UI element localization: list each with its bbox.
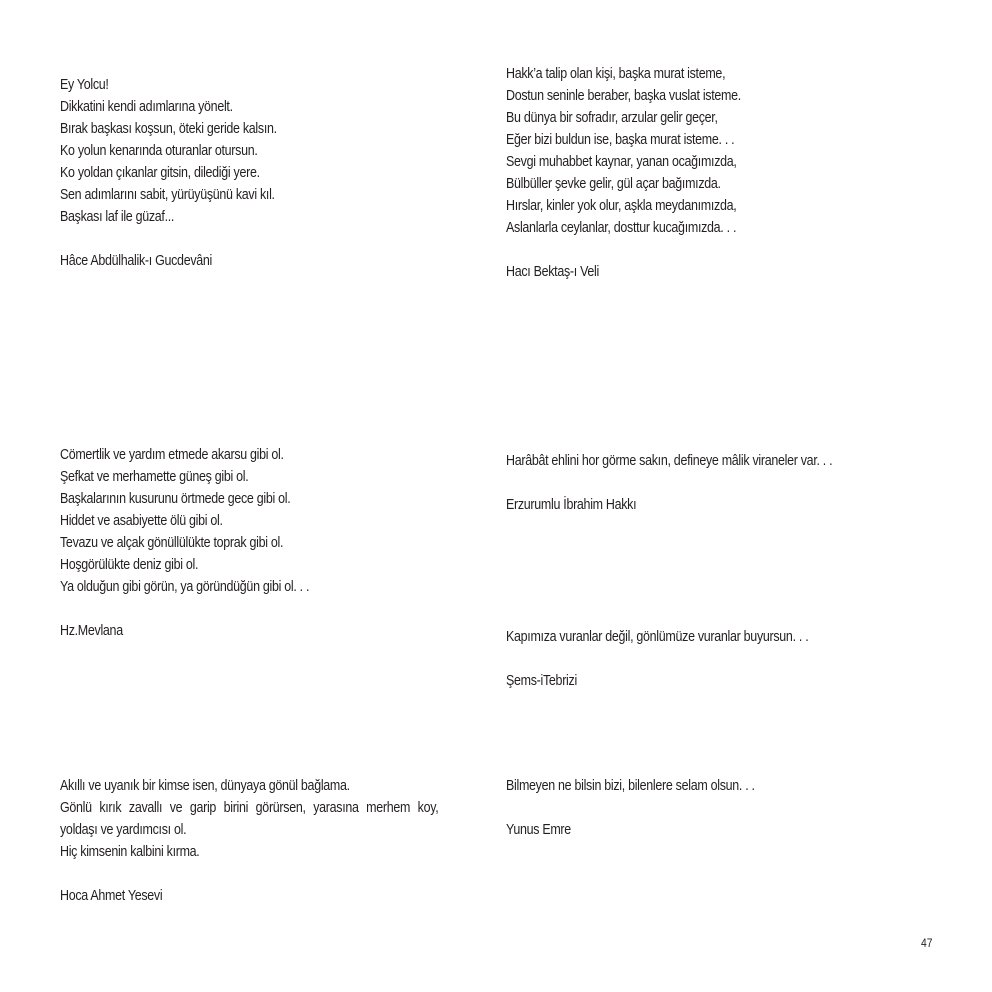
quote-yunus-emre xyxy=(506,775,755,841)
quote-sems-tebrizi xyxy=(506,626,808,692)
quote-ahmet-yesevi xyxy=(60,775,438,907)
quote-haci-bektas-veli xyxy=(506,63,741,283)
quote-line: Bu dünya bir sofradır, arzular gelir geçer, xyxy=(506,110,718,126)
quote-ibrahim-hakki xyxy=(506,450,832,516)
quote-line: Şefkat ve merhamette güneş gibi ol. xyxy=(60,469,249,485)
quote-abdulhalik-gucdevani xyxy=(60,74,277,272)
quote-line: Hiddet ve asabiyette ölü gibi ol. xyxy=(60,513,223,529)
quote-line: Sen adımlarını sabit, yürüyüşünü kavi kıl. xyxy=(60,187,275,203)
quote-mevlana xyxy=(60,444,309,642)
quote-author: Hacı Bektaş-ı Veli xyxy=(506,264,600,280)
quote-line: Bilmeyen ne bilsin bizi, bilenlere selam olsun. . . xyxy=(506,778,755,794)
quote-line: Dostun seninle beraber, başka vuslat isteme. xyxy=(506,88,741,104)
quote-line: Bırak başkası koşsun, öteki geride kalsın. xyxy=(60,121,277,137)
quote-line: Ey Yolcu! xyxy=(60,77,109,93)
quote-author: Hoca Ahmet Yesevi xyxy=(60,888,163,904)
quote-line: Ko yoldan çıkanlar gitsin, dilediği yere. xyxy=(60,165,260,181)
quote-line: Kapımıza vuranlar değil, gönlümüze vuranlar buyursun. . . xyxy=(506,629,809,645)
quote-author: Şems-iTebrizi xyxy=(506,673,577,689)
quote-line: Hiç kimsenin kalbini kırma. xyxy=(60,844,200,860)
quote-line: Hırslar, kinler yok olur, aşkla meydanımızda, xyxy=(506,198,737,214)
quote-line: Dikkatini kendi adımlarına yönelt. xyxy=(60,99,233,115)
quote-line: Hakk’a talip olan kişi, başka murat isteme, xyxy=(506,66,726,82)
quote-line: Tevazu ve alçak gönüllülükte toprak gibi ol. xyxy=(60,535,284,551)
quote-line: Başkası laf ile güzaf... xyxy=(60,209,175,225)
quote-line: yoldaşı ve yardımcısı ol. xyxy=(60,822,187,838)
quote-line: Başkalarının kusurunu örtmede gece gibi ol. xyxy=(60,491,291,507)
quote-line: Cömertlik ve yardım etmede akarsu gibi ol. xyxy=(60,447,284,463)
page-number: 47 xyxy=(921,936,933,950)
quote-line: Gönlü kırık zavallı ve garip birini görürsen, yarasına merhem koy, xyxy=(60,800,439,816)
quote-line: Ya olduğun gibi görün, ya göründüğün gibi ol. . . xyxy=(60,579,310,595)
quote-line: Eğer bizi buldun ise, başka murat isteme. . . xyxy=(506,132,735,148)
quote-line: Hoşgörülükte deniz gibi ol. xyxy=(60,557,199,573)
quote-line: Ko yolun kenarında oturanlar otursun. xyxy=(60,143,258,159)
quote-line: Aslanlarla ceylanlar, dosttur kucağımızda. . . xyxy=(506,220,737,236)
quote-author: Erzurumlu İbrahim Hakkı xyxy=(506,497,637,513)
quote-line: Akıllı ve uyanık bir kimse isen, dünyaya gönül bağlama. xyxy=(60,778,350,794)
quote-author: Hz.Mevlana xyxy=(60,623,123,639)
quote-line: Harâbât ehlini hor görme sakın, defineye mâlik viraneler var. . . xyxy=(506,453,833,469)
quote-author: Hâce Abdülhalik-ı Gucdevâni xyxy=(60,253,213,269)
quote-author: Yunus Emre xyxy=(506,822,571,838)
quote-line: Bülbüller şevke gelir, gül açar bağımızda. xyxy=(506,176,721,192)
quote-line: Sevgi muhabbet kaynar, yanan ocağımızda, xyxy=(506,154,737,170)
